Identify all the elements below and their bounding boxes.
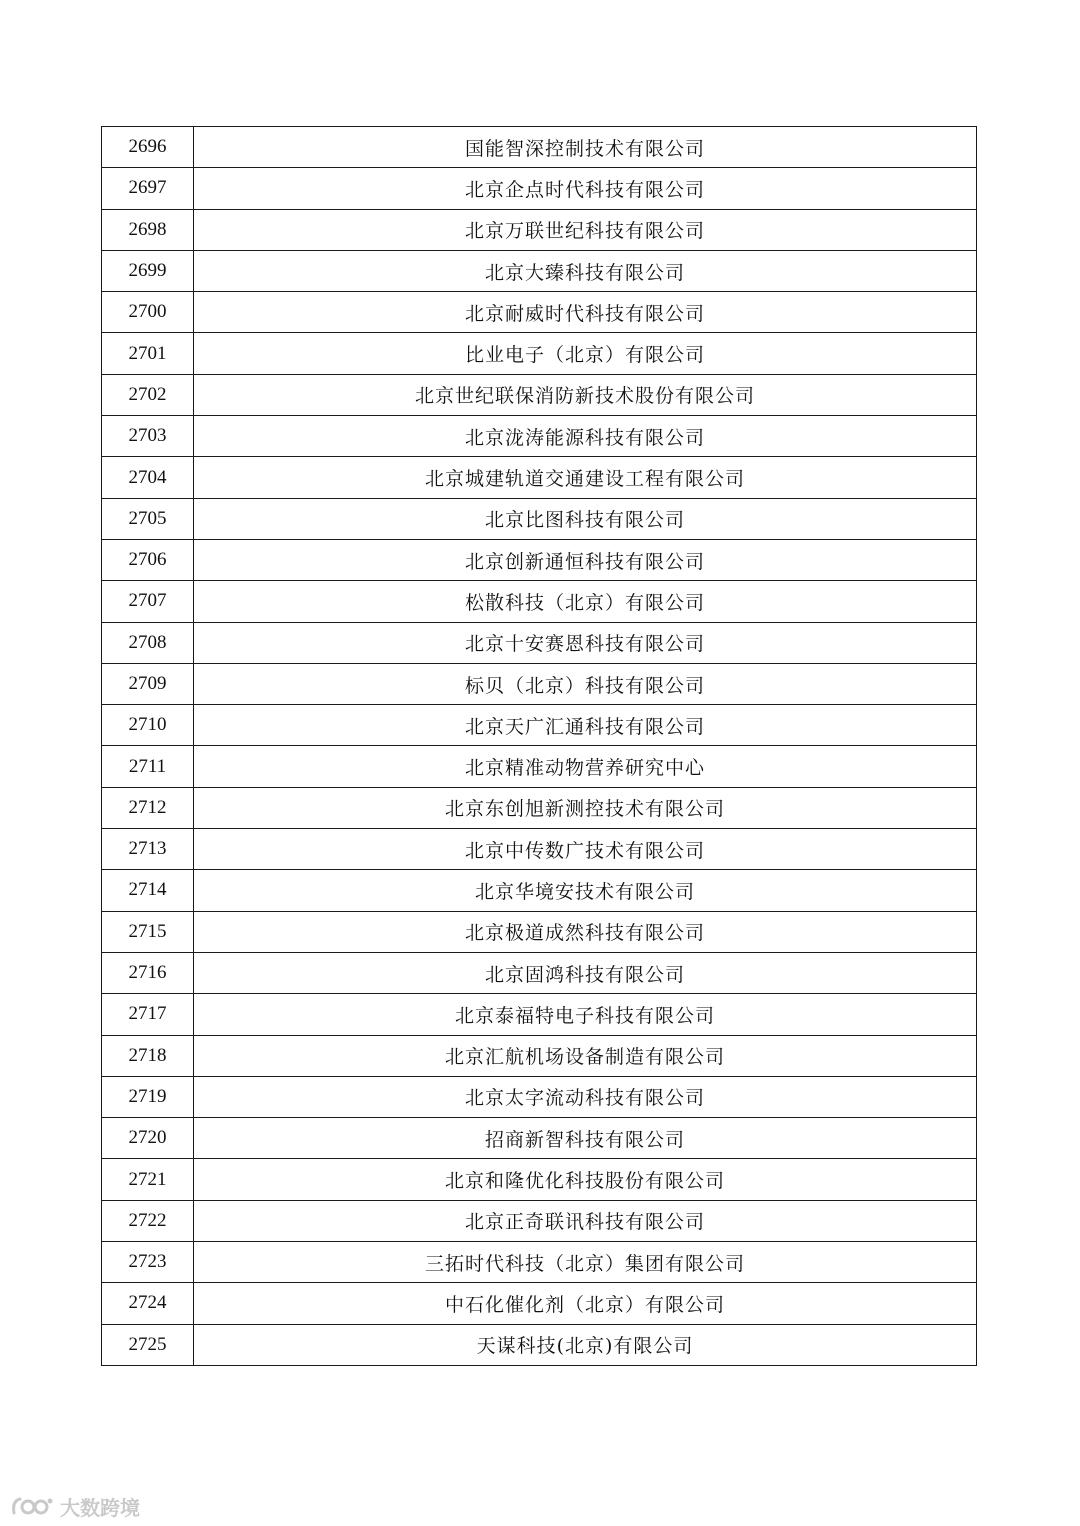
watermark <box>10 1491 140 1521</box>
company-name-cell: 北京正奇联讯科技有限公司 <box>194 1200 977 1241</box>
company-name-cell: 北京太字流动科技有限公司 <box>194 1076 977 1117</box>
company-name-cell: 三拓时代科技（北京）集团有限公司 <box>194 1242 977 1283</box>
row-number-cell: 2716 <box>102 952 194 993</box>
row-number-cell: 2708 <box>102 622 194 663</box>
row-number-cell: 2699 <box>102 250 194 291</box>
table-row <box>102 416 977 457</box>
company-name-cell: 招商新智科技有限公司 <box>194 1118 977 1159</box>
row-number-cell: 2706 <box>102 539 194 580</box>
table-row <box>102 1200 977 1241</box>
table-row <box>102 581 977 622</box>
company-name-cell: 中石化催化剂（北京）有限公司 <box>194 1283 977 1324</box>
company-name-cell: 北京汇航机场设备制造有限公司 <box>194 1035 977 1076</box>
ibo-logo-icon <box>10 1493 54 1519</box>
table-row <box>102 292 977 333</box>
table-row <box>102 705 977 746</box>
company-name-cell: 北京华境安技术有限公司 <box>194 870 977 911</box>
row-number-cell: 2720 <box>102 1118 194 1159</box>
company-name-cell: 北京比图科技有限公司 <box>194 498 977 539</box>
table-row <box>102 787 977 828</box>
company-name-cell: 北京和隆优化科技股份有限公司 <box>194 1159 977 1200</box>
table-row <box>102 1159 977 1200</box>
table-row <box>102 333 977 374</box>
row-number-cell: 2698 <box>102 209 194 250</box>
table-row <box>102 870 977 911</box>
table-row <box>102 250 977 291</box>
row-number-cell: 2722 <box>102 1200 194 1241</box>
company-name-cell: 北京企点时代科技有限公司 <box>194 168 977 209</box>
table-row <box>102 952 977 993</box>
row-number-cell: 2724 <box>102 1283 194 1324</box>
table-row <box>102 127 977 168</box>
row-number-cell: 2701 <box>102 333 194 374</box>
row-number-cell: 2707 <box>102 581 194 622</box>
company-name-cell: 北京泰福特电子科技有限公司 <box>194 994 977 1035</box>
row-number-cell: 2719 <box>102 1076 194 1117</box>
company-name-cell: 北京中传数广技术有限公司 <box>194 829 977 870</box>
row-number-cell: 2709 <box>102 663 194 704</box>
company-list-table <box>101 126 977 1366</box>
table-row <box>102 374 977 415</box>
table-row <box>102 1283 977 1324</box>
table-body <box>102 127 977 1366</box>
company-name-cell: 北京万联世纪科技有限公司 <box>194 209 977 250</box>
company-name-cell: 北京创新通恒科技有限公司 <box>194 539 977 580</box>
table-row <box>102 1242 977 1283</box>
company-name-cell: 北京天广汇通科技有限公司 <box>194 705 977 746</box>
company-name-cell: 北京城建轨道交通建设工程有限公司 <box>194 457 977 498</box>
row-number-cell: 2714 <box>102 870 194 911</box>
row-number-cell: 2712 <box>102 787 194 828</box>
company-name-cell: 北京东创旭新测控技术有限公司 <box>194 787 977 828</box>
table-row <box>102 994 977 1035</box>
row-number-cell: 2721 <box>102 1159 194 1200</box>
company-name-cell: 比业电子（北京）有限公司 <box>194 333 977 374</box>
row-number-cell: 2700 <box>102 292 194 333</box>
table-row <box>102 498 977 539</box>
row-number-cell: 2704 <box>102 457 194 498</box>
row-number-cell: 2723 <box>102 1242 194 1283</box>
company-name-cell: 标贝（北京）科技有限公司 <box>194 663 977 704</box>
row-number-cell: 2717 <box>102 994 194 1035</box>
table-row <box>102 1324 977 1365</box>
company-name-cell: 北京泷涛能源科技有限公司 <box>194 416 977 457</box>
table-row <box>102 209 977 250</box>
table-row <box>102 168 977 209</box>
company-name-cell: 北京十安赛恩科技有限公司 <box>194 622 977 663</box>
row-number-cell: 2697 <box>102 168 194 209</box>
company-name-cell: 北京世纪联保消防新技术股份有限公司 <box>194 374 977 415</box>
company-name-cell: 北京极道成然科技有限公司 <box>194 911 977 952</box>
company-name-cell: 北京耐威时代科技有限公司 <box>194 292 977 333</box>
company-name-cell: 松散科技（北京）有限公司 <box>194 581 977 622</box>
table-row <box>102 663 977 704</box>
row-number-cell: 2725 <box>102 1324 194 1365</box>
company-name-cell: 北京固鸿科技有限公司 <box>194 952 977 993</box>
row-number-cell: 2696 <box>102 127 194 168</box>
company-name-cell: 国能智深控制技术有限公司 <box>194 127 977 168</box>
table-row <box>102 829 977 870</box>
row-number-cell: 2718 <box>102 1035 194 1076</box>
row-number-cell: 2710 <box>102 705 194 746</box>
table-row <box>102 457 977 498</box>
table-row <box>102 622 977 663</box>
table-row <box>102 1035 977 1076</box>
row-number-cell: 2702 <box>102 374 194 415</box>
table-row <box>102 911 977 952</box>
table-row <box>102 1076 977 1117</box>
watermark-text: 大数跨境 <box>60 1495 140 1520</box>
row-number-cell: 2703 <box>102 416 194 457</box>
row-number-cell: 2711 <box>102 746 194 787</box>
row-number-cell: 2713 <box>102 829 194 870</box>
company-name-cell: 北京精准动物营养研究中心 <box>194 746 977 787</box>
company-name-cell: 天谋科技(北京)有限公司 <box>194 1324 977 1365</box>
table-row <box>102 539 977 580</box>
table-row <box>102 746 977 787</box>
row-number-cell: 2715 <box>102 911 194 952</box>
row-number-cell: 2705 <box>102 498 194 539</box>
company-name-cell: 北京大臻科技有限公司 <box>194 250 977 291</box>
table-row <box>102 1118 977 1159</box>
